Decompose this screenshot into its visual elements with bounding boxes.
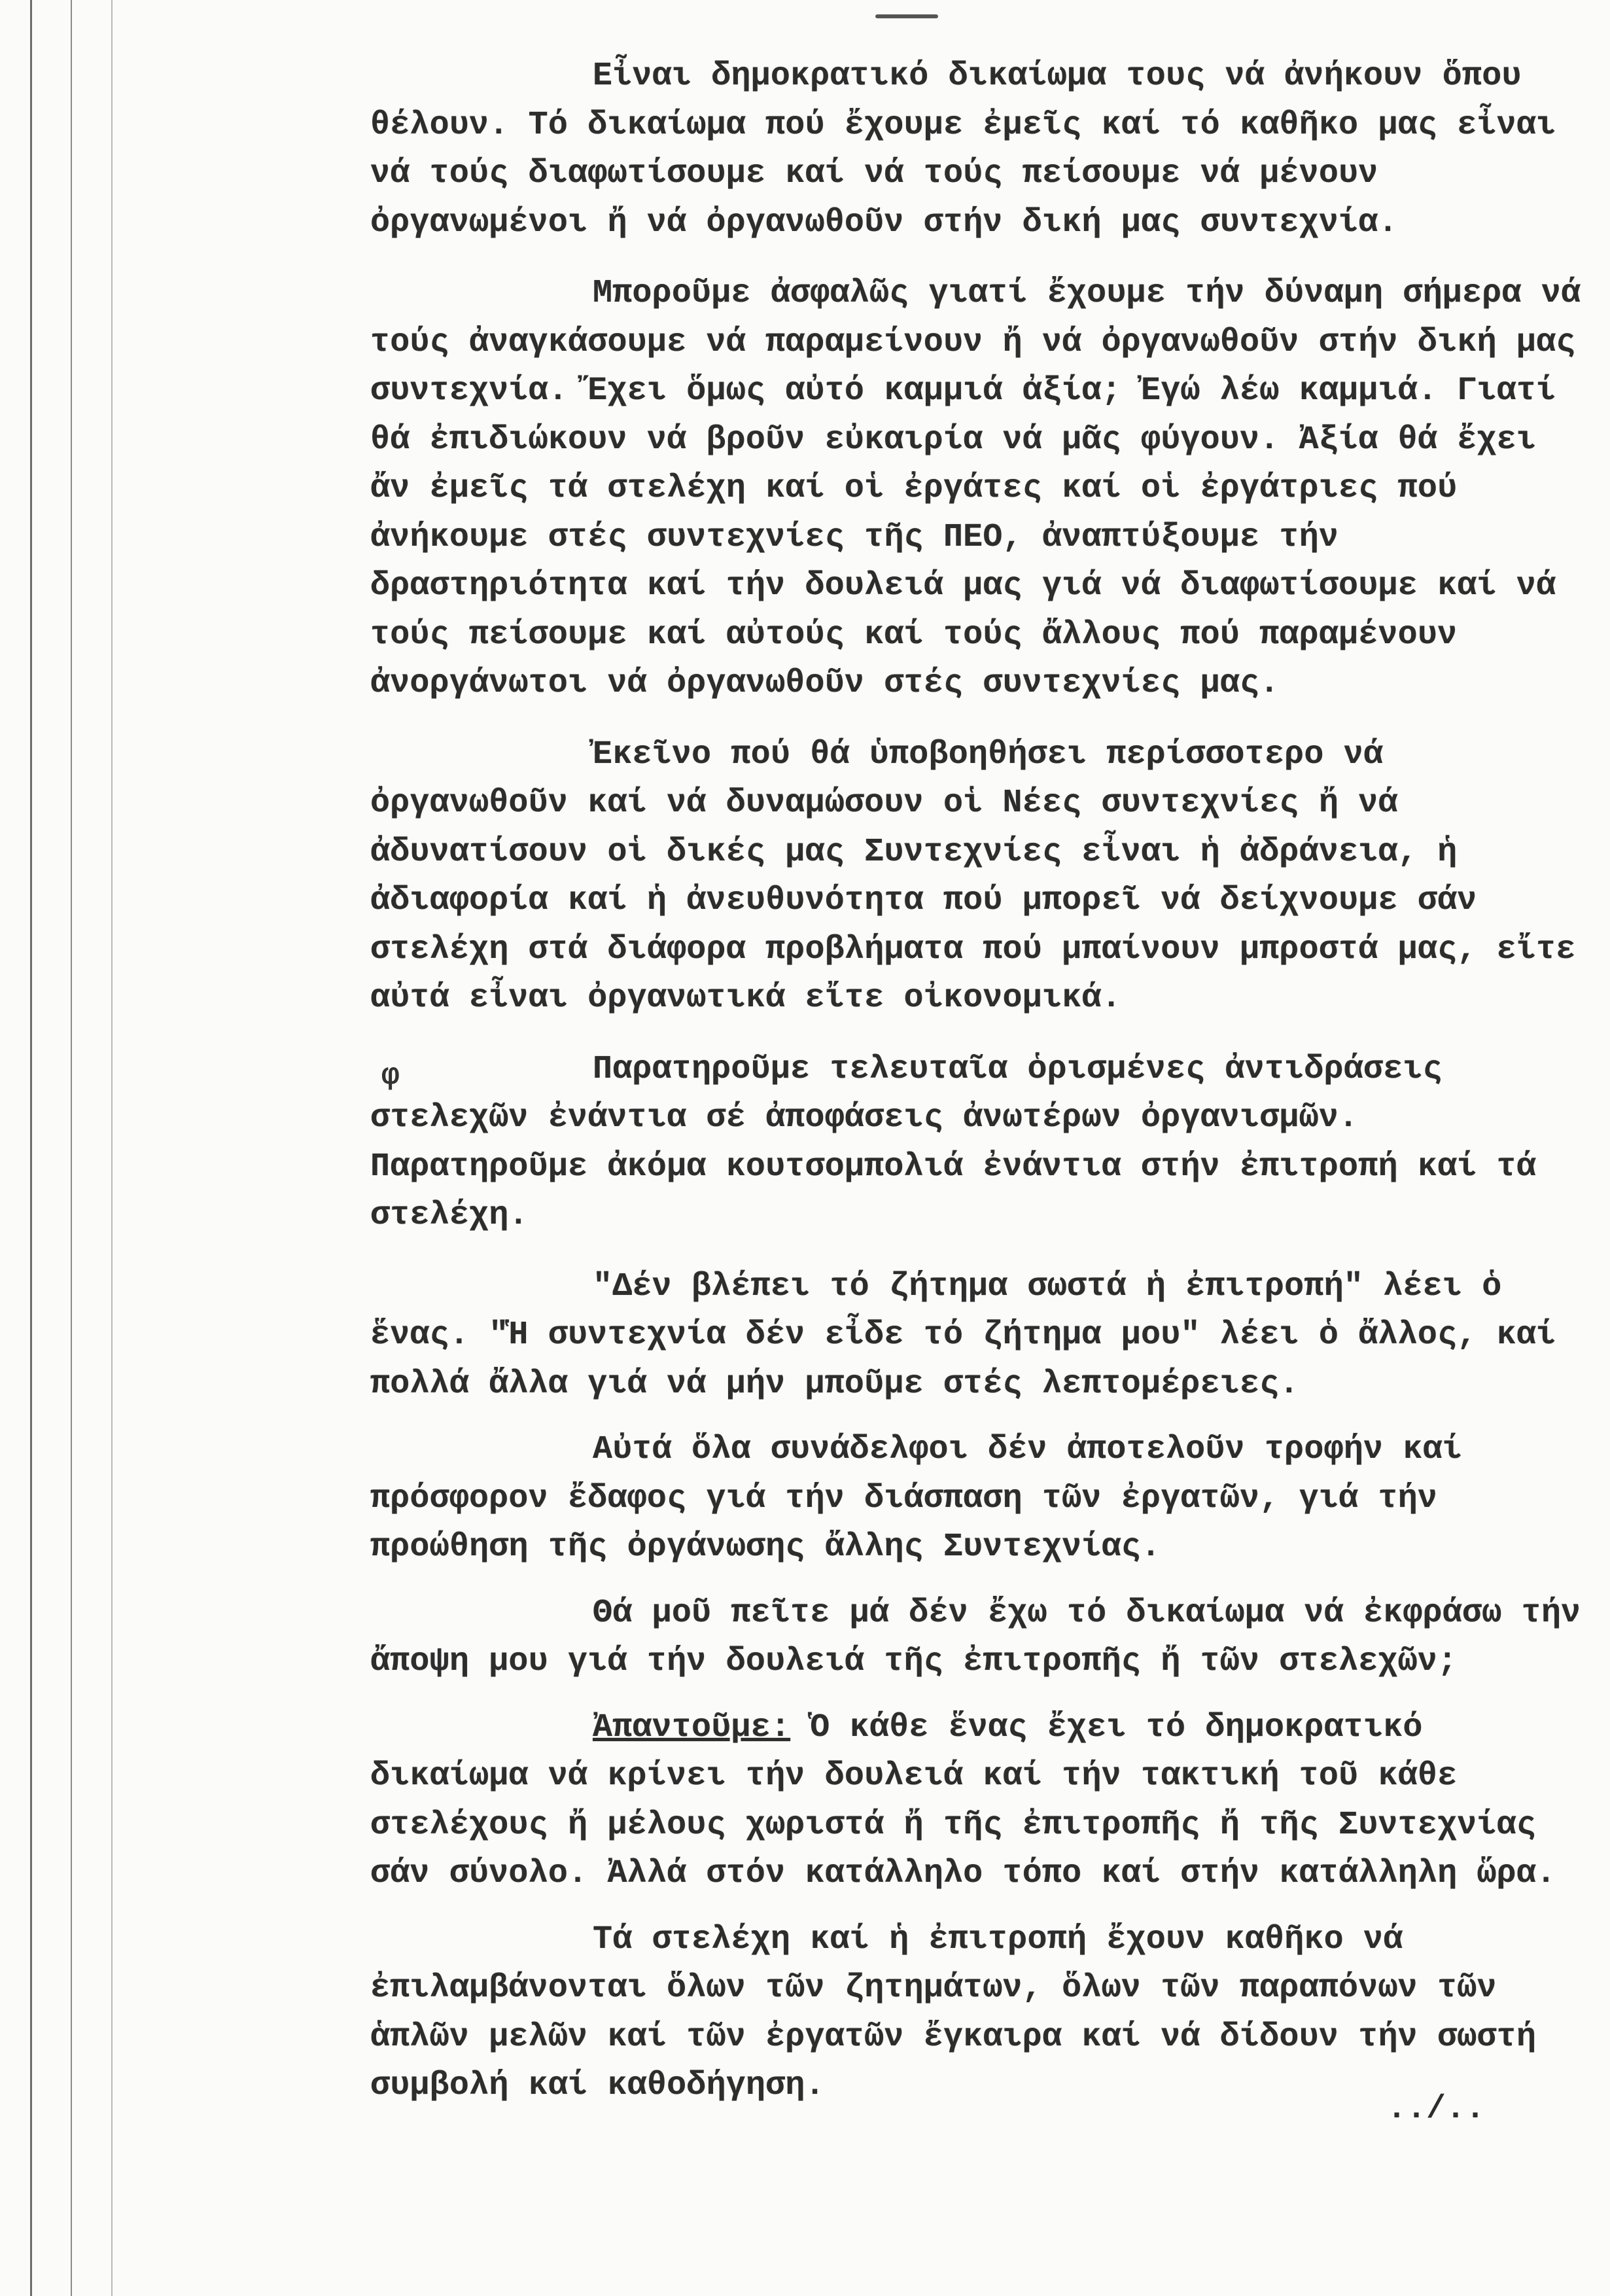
page-edge-line	[71, 0, 72, 2296]
document-body	[370, 52, 1590, 2133]
answer-label: Ἀπαντοῦμε:	[593, 1708, 791, 1746]
page-edge-line	[111, 0, 113, 2296]
header-mark	[875, 14, 938, 18]
answer-paragraph	[370, 1704, 1590, 1899]
page-edge-line	[30, 0, 32, 2296]
answer-text: Ὁ κάθε ἕνας ἔχει τό δημοκρατικό δικαίωμα νά κρίνει τήν δουλειά καί τήν τακτική τοῦ κάθε στελέχους ἤ μέλους χωριστά ἤ τῆς ἐπιτροπῆς ἤ τῆς Συντεχνίας σάν σύνολο. Ἀλλά στόν κατάλληλο τόπο καί στήν κατάλληλη ὥρα.	[370, 1708, 1556, 1892]
paragraph-2: Μποροῦμε ἀσφαλῶς γιατί ἔχουμε τήν δύναμη σήμερα νά τούς ἀναγκάσουμε νά παραμείνουν ἤ νά ὀργανωθοῦν στήν δική μας συντεχνία. Ἔχει ὅμως αὐτό καμμιά ἀξία; Ἐγώ λέω καμμιά. Γιατί θά ἐπιδιώκουν νά βροῦν εὐκαιρία νά μᾶς φύγουν. Ἀξία θά ἔχει ἄν ἐμεῖς τά στελέχη καί οἱ ἐργάτες καί οἱ ἐργάτριες πού ἀνήκουμε στές συντεχνίες τῆς ΠΕΟ, ἀναπτύξουμε τήν δραστηριότητα καί τήν δουλειά μας γιά νά διαφωτίσουμε καί νά τούς πείσουμε καί αὐτούς καί τούς ἄλλους πού παραμένουν ἀνοργάνωτοι νά ὀργανωθοῦν στές συντεχνίες μας.	[370, 275, 1581, 702]
page-continuation-marker: ../..	[1387, 2091, 1486, 2128]
paragraph-1: Εἶναι δημοκρατικό δικαίωμα τους νά ἀνήκουν ὅπου θέλουν. Τό δικαίωμα πού ἔχουμε ἐμεῖς καί τό καθῆκο μας εἶναι νά τούς διαφωτίσουμε καί νά τούς πείσουμε νά μένουν ὀργανωμένοι ἤ νά ὀργανωθοῦν στήν δική μας συντεχνία.	[370, 58, 1556, 241]
paragraph-3: Ἐκεῖνο πού θά ὑποβοηθήσει περίσσοτερο νά ὀργανωθοῦν καί νά δυναμώσουν οἱ Νέες συντεχνίες ἤ νά ἀδυνατίσουν οἱ δικές μας Συντεχνίες εἶναι ἡ ἀδράνεια, ἡ ἀδιαφορία καί ἡ ἀνευθυνότητα πού μπορεῖ νά δείχνουμε σάν στελέχη στά διάφορα προβλήματα πού μπαίνουν μπροστά μας, εἴτε αὐτά εἶναι ὀργανωτικά εἴτε οἰκονομικά.	[370, 735, 1576, 1017]
paragraph-4: Παρατηροῦμε τελευταῖα ὁρισμένες ἀντιδράσεις στελεχῶν ἐνάντια σέ ἀποφάσεις ἀνωτέρων ὀργανισμῶν. Παρατηροῦμε ἀκόμα κουτσομπολιά ἐνάντια στήν ἐπιτροπή καί τά στελέχη.	[370, 1050, 1537, 1234]
final-paragraph: Τά στελέχη καί ἡ ἐπιτροπή ἔχουν καθῆκο νά ἐπιλαμβάνονται ὅλων τῶν ζητημάτων, ὅλων τῶν παραπόνων τῶν ἁπλῶν μελῶν καί τῶν ἐργατῶν ἔγκαιρα καί νά δίδουν τήν σωστή συμβολή καί καθοδήγηση.	[370, 1920, 1537, 2104]
margin-bullet: φ	[381, 1059, 400, 1093]
paragraph-5: "Δέν βλέπει τό ζήτημα σωστά ἡ ἐπιτροπή" λέει ὁ ἕνας. "Ἡ συντεχνία δέν εἶδε τό ζήτημα μου" λέει ὁ ἄλλος, καί πολλά ἄλλα γιά νά μήν μποῦμε στές λεπτομέρειες.	[370, 1267, 1556, 1403]
paragraph-6: Αὐτά ὅλα συνάδελφοι δέν ἀποτελοῦν τροφήν καί πρόσφορον ἔδαφος γιά τήν διάσπαση τῶν ἐργατῶν, γιά τήν προώθηση τῆς ὀργάνωσης ἄλλης Συντεχνίας.	[370, 1431, 1463, 1566]
paragraph-7: Θά μοῦ πεῖτε μά δέν ἔχω τό δικαίωμα νά ἐκφράσω τήν ἄποψη μου γιά τήν δουλειά τῆς ἐπιτροπῆς ἤ τῶν στελεχῶν;	[370, 1594, 1581, 1680]
